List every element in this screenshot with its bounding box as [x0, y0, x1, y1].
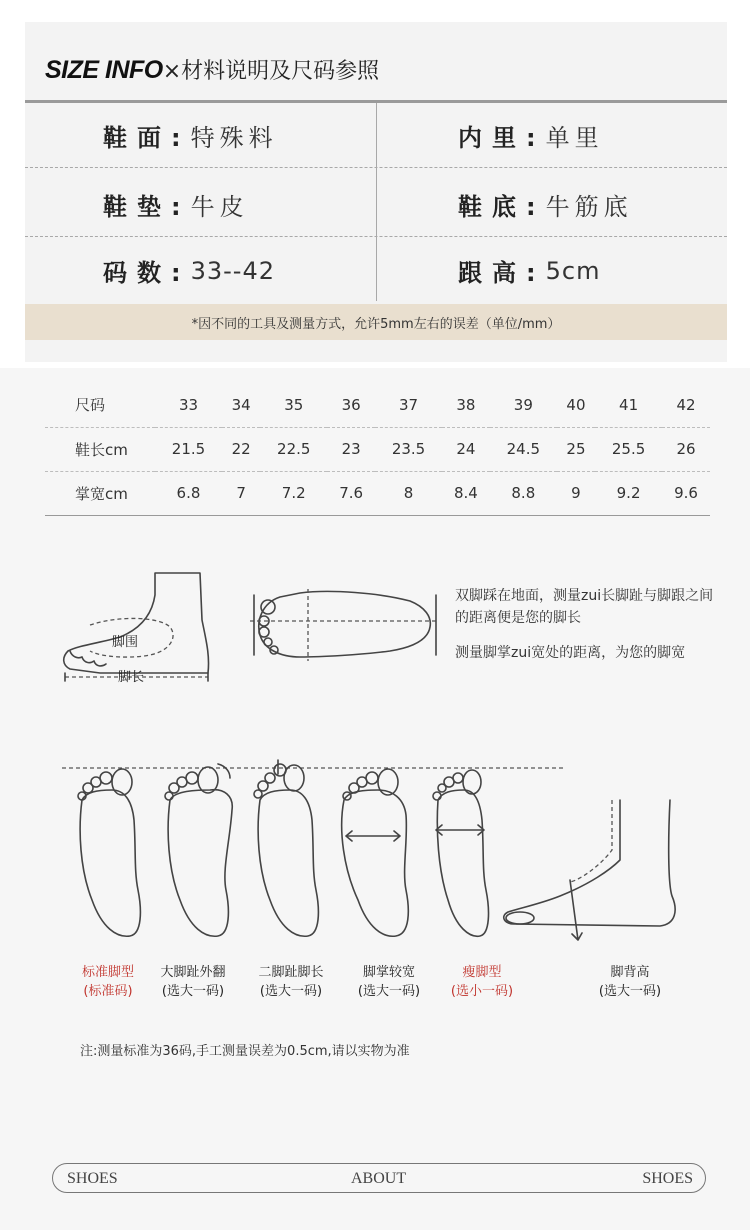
foot-top-illustration	[250, 585, 440, 665]
foot-type-wide	[344, 963, 434, 1001]
spec-value: 牛皮	[190, 193, 249, 221]
spec-label: 鞋底:	[458, 193, 546, 221]
size-table-cell: 25	[557, 427, 595, 471]
spec-heel-height	[458, 238, 600, 303]
foot-type-advice: (选小一码)	[450, 984, 514, 999]
foot-type-advice: (标准码)	[83, 984, 133, 999]
spec-upper	[103, 103, 278, 168]
foot-type-advice: (选大一码)	[357, 984, 421, 999]
spec-label: 跟高:	[458, 259, 546, 287]
size-table-cell: 9.2	[595, 471, 662, 515]
size-table-cell: 34	[222, 383, 260, 427]
size-table-cell: 36	[327, 383, 375, 427]
foot-type-second-toe	[246, 963, 336, 1001]
foot-type-name: 脚背高	[610, 965, 650, 980]
size-table	[45, 383, 710, 516]
spec-value: 牛筋底	[545, 193, 633, 221]
size-table-cell: 8.4	[442, 471, 490, 515]
spec-label: 鞋垫:	[103, 193, 191, 221]
bottom-bar-left: SHOES	[67, 1170, 118, 1187]
foot-type-name: 瘦脚型	[462, 965, 502, 980]
size-table-cell: 39	[490, 383, 557, 427]
spec-lining	[458, 103, 604, 168]
foot-type-standard	[63, 963, 153, 1001]
foot-bunion	[165, 764, 232, 936]
size-table-body	[45, 383, 710, 515]
spec-insole	[103, 172, 249, 237]
spec-value: 单里	[545, 124, 604, 152]
size-table-cell: 38	[442, 383, 490, 427]
spec-label: 内里:	[458, 124, 546, 152]
foot-type-high-instep	[585, 963, 675, 1001]
spec-size-range	[103, 238, 275, 303]
spec-label: 码数:	[103, 259, 191, 287]
spec-value: 33--42	[190, 256, 276, 285]
foot-high-instep	[504, 800, 675, 940]
foot-type-bunion	[148, 963, 238, 1001]
foot-type-advice: (选大一码)	[161, 984, 225, 999]
size-table-cell: 24	[442, 427, 490, 471]
size-table-cell: 21.5	[155, 427, 222, 471]
foot-standard	[78, 769, 140, 936]
foot-type-name: 脚掌较宽	[362, 965, 415, 980]
size-table-cell: 7.6	[327, 471, 375, 515]
foot-type-advice: (选大一码)	[598, 984, 662, 999]
spec-card	[25, 22, 727, 362]
bottom-bar-center: ABOUT	[351, 1170, 407, 1187]
title-en: SIZE INFO	[45, 56, 163, 84]
measurement-footnote: 注:测量标准为36码,手工测量误差为0.5cm,请以实物为准	[80, 1044, 410, 1059]
size-table-row	[45, 427, 710, 471]
size-table-cell: 42	[662, 383, 710, 427]
foot-wide	[342, 769, 409, 936]
foot-type-narrow	[437, 963, 527, 1001]
spec-value: 5cm	[545, 256, 601, 285]
size-table-cell: 8	[375, 471, 442, 515]
size-table-cell: 26	[662, 427, 710, 471]
size-table-cell: 7	[222, 471, 260, 515]
bottom-bar	[52, 1163, 706, 1193]
spec-section	[0, 0, 750, 368]
foot-narrow	[433, 770, 488, 936]
label-foot-length: 脚长	[118, 670, 145, 685]
size-table-cell: 22.5	[260, 427, 327, 471]
instruction-width: 测量脚掌zui宽处的距离，为您的脚宽	[455, 645, 686, 661]
size-table-row-header: 鞋长cm	[45, 427, 155, 471]
size-table-row	[45, 383, 710, 427]
size-table-row-header: 掌宽cm	[45, 471, 155, 515]
foot-second-toe-long	[254, 760, 318, 936]
size-table-cell: 23.5	[375, 427, 442, 471]
label-foot-girth: 脚围	[112, 635, 139, 650]
size-table-cell: 6.8	[155, 471, 222, 515]
instruction-length: 双脚踩在地面，测量zui长脚趾与脚跟之间的距离便是您的脚长	[455, 588, 714, 626]
title-cn: ×材料说明及尺码参照	[162, 59, 380, 84]
size-table-cell: 35	[260, 383, 327, 427]
size-table-cell: 8.8	[490, 471, 557, 515]
size-table-cell: 25.5	[595, 427, 662, 471]
size-table-cell: 41	[595, 383, 662, 427]
size-table-row	[45, 471, 710, 515]
foot-types-illustration	[0, 760, 750, 960]
column-divider	[376, 103, 377, 301]
spec-sole	[458, 172, 633, 237]
size-table-cell: 23	[327, 427, 375, 471]
foot-type-name: 大脚趾外翻	[160, 965, 226, 980]
foot-type-name: 二脚趾脚长	[258, 965, 324, 980]
size-table-cell: 9.6	[662, 471, 710, 515]
spec-value: 特殊料	[190, 124, 278, 152]
size-table-cell: 9	[557, 471, 595, 515]
foot-type-advice: (选大一码)	[259, 984, 323, 999]
size-table-cell: 7.2	[260, 471, 327, 515]
size-table-cell: 37	[375, 383, 442, 427]
foot-type-name: 标准脚型	[81, 965, 134, 980]
size-table-cell: 24.5	[490, 427, 557, 471]
tolerance-note: *因不同的工具及测量方式，允许5mm左右的误差（单位/mm）	[25, 304, 727, 340]
section-title	[45, 54, 379, 85]
size-table-cell: 40	[557, 383, 595, 427]
bottom-bar-right: SHOES	[642, 1170, 693, 1187]
size-table-row-header: 尺码	[45, 383, 155, 427]
size-table-cell: 33	[155, 383, 222, 427]
spec-label: 鞋面:	[103, 124, 191, 152]
size-table-cell: 22	[222, 427, 260, 471]
